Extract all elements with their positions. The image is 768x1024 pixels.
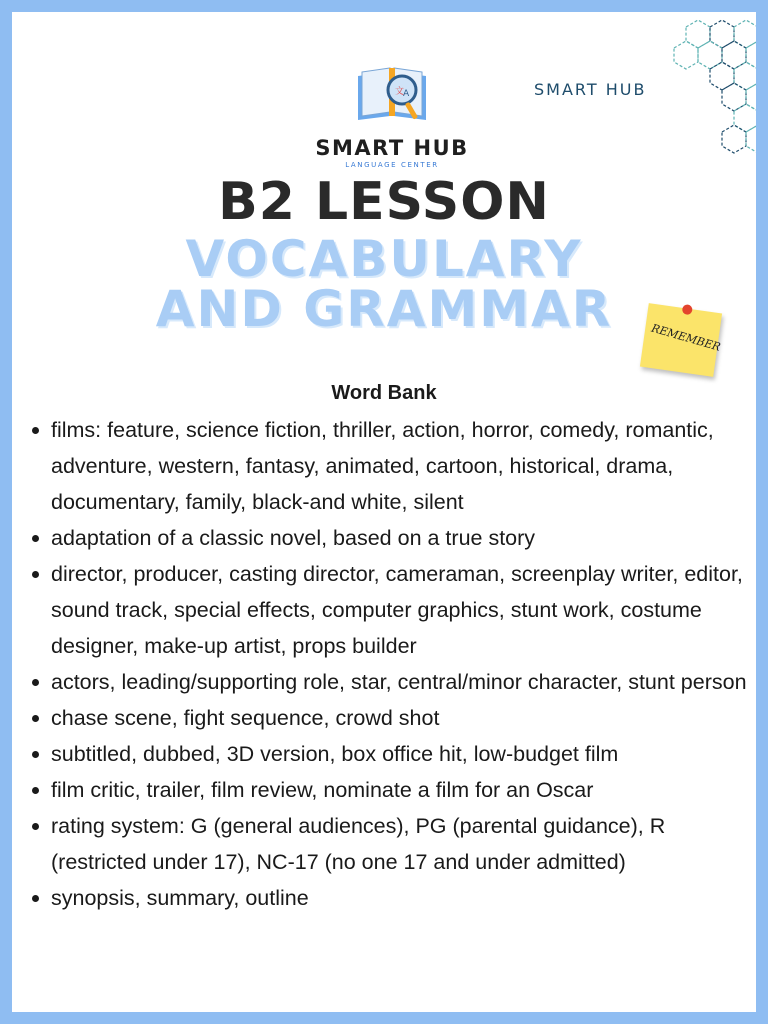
- list-item: subtitled, dubbed, 3D version, box office hit, low-budget film: [30, 736, 756, 772]
- sticky-note-text: REMEMBER: [649, 321, 723, 354]
- remember-sticky-note: [640, 303, 722, 377]
- subtitle-line-2: AND GRAMMAR: [155, 280, 613, 338]
- list-item: film critic, trailer, film review, nominate a film for an Oscar: [30, 772, 756, 808]
- book-magnifier-icon: [352, 60, 432, 130]
- list-item: actors, leading/supporting role, star, central/minor character, stunt person: [30, 664, 756, 700]
- list-item: synopsis, summary, outline: [30, 880, 756, 916]
- subtitle-line-1: VOCABULARY: [185, 230, 583, 288]
- word-bank-heading: Word Bank: [331, 382, 437, 404]
- list-item: rating system: G (general audiences), PG (parental guidance), R (restricted under 17), NC-17 (no one 17 and under admitted): [30, 808, 756, 880]
- pin-icon: [682, 304, 693, 315]
- logo-subtitle: LANGUAGE CENTER: [345, 161, 439, 169]
- word-bank-list: [30, 412, 756, 916]
- smart-hub-logo: [292, 60, 492, 180]
- list-item: director, producer, casting director, cameraman, screenplay writer, editor, sound track, special effects, computer graphics, stunt work, costume designer, make-up artist, props builder: [30, 556, 756, 664]
- logo-name: SMART HUB: [315, 136, 469, 160]
- lesson-title: B2 LESSON: [218, 172, 550, 232]
- worksheet-page: [12, 12, 756, 1012]
- svg-text:A: A: [403, 89, 410, 99]
- list-item: chase scene, fight sequence, crowd shot: [30, 700, 756, 736]
- list-item: films: feature, science fiction, thriller, action, horror, comedy, romantic, adventure, western, fantasy, animated, cartoon, historical, drama, documentary, family, black-and white, silent: [30, 412, 756, 520]
- corner-brand-name: SMART HUB: [534, 80, 647, 99]
- list-item: adaptation of a classic novel, based on a true story: [30, 520, 756, 556]
- svg-text:文: 文: [395, 87, 405, 97]
